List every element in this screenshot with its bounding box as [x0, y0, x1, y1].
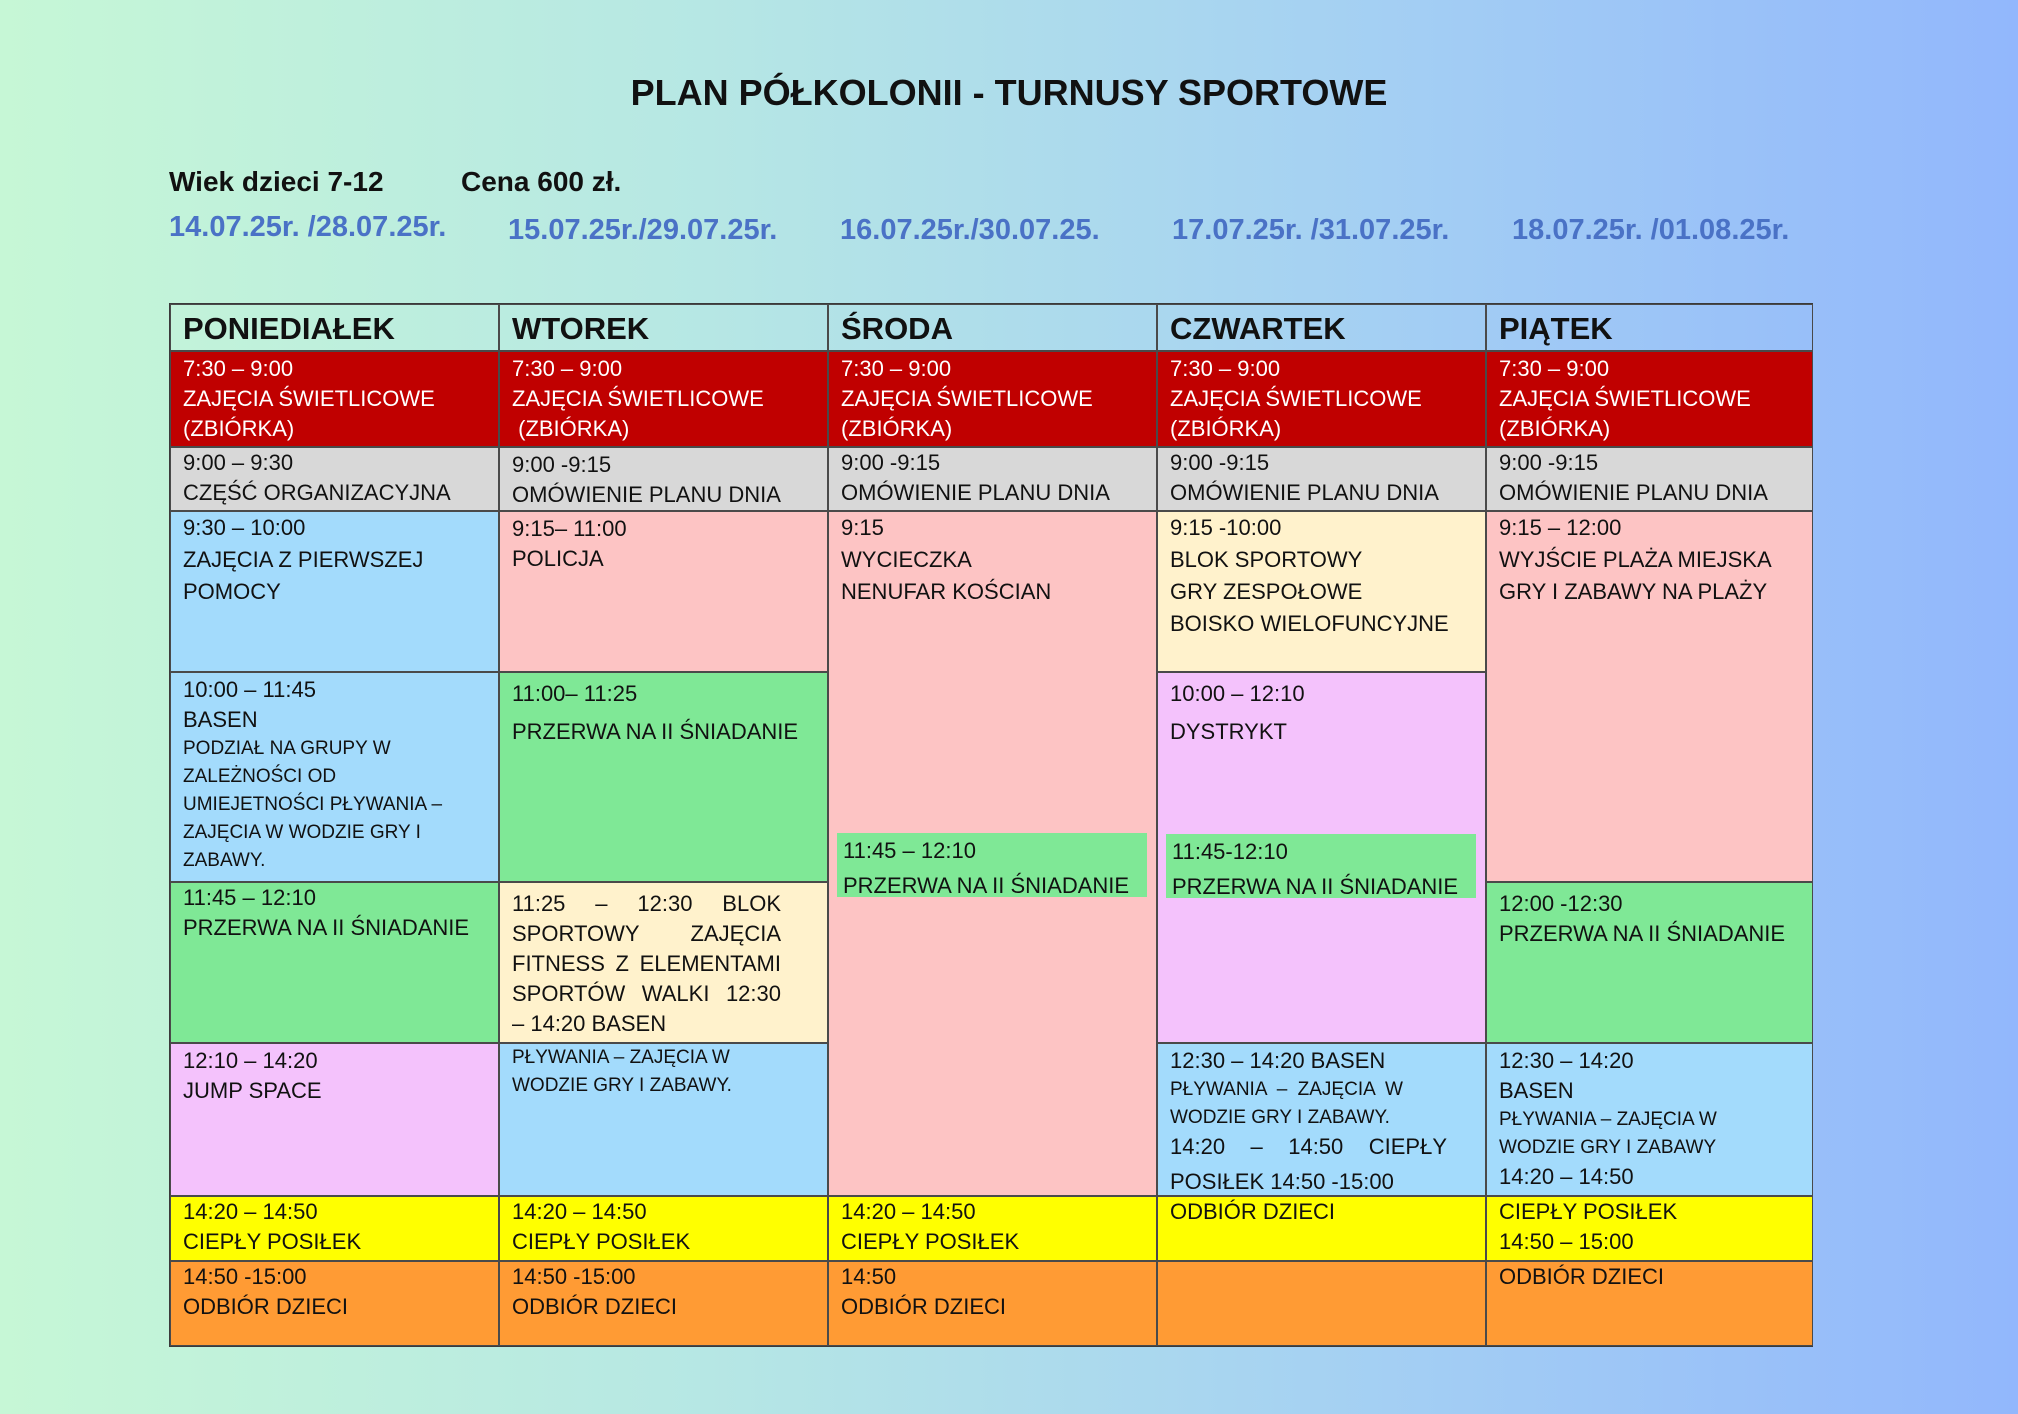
- date-thursday: 17.07.25r. /31.07.25r.: [1172, 214, 1450, 246]
- thu-block-breakfast: [1166, 834, 1476, 898]
- mon-b5-title: PRZERWA NA II ŚNIADANIE: [183, 915, 470, 940]
- mon-b3-title: ZAJĘCIA Z PIERWSZEJ: [183, 547, 424, 572]
- date-monday: 14.07.25r. /28.07.25r.: [169, 211, 447, 243]
- fri-b3-title: WYJŚCIE PLAŻA MIEJSKA: [1499, 547, 1772, 572]
- fri-b2-title: OMÓWIENIE PLANU DNIA: [1499, 480, 1768, 505]
- tue-b5-line-3: FITNESS Z ELEMENTAMI: [512, 951, 781, 976]
- wed-block-lunch: [828, 1196, 1157, 1261]
- mon-b3-title2: POMOCY: [183, 579, 281, 604]
- thu-block-gathering: [1157, 351, 1486, 447]
- tue-b4-time: 11:00– 11:25: [512, 681, 638, 706]
- fri-b3-games: GRY I ZABAWY NA PLAŻY: [1499, 579, 1768, 604]
- thu-b3-time: 9:15 -10:00: [1170, 515, 1282, 540]
- tue-b5-line-4: SPORTÓW WALKI 12:30: [512, 981, 781, 1006]
- mon-block-lunch: [170, 1196, 499, 1261]
- fri-b2-time: 9:00 -9:15: [1499, 450, 1599, 475]
- thu-b5-title: 12:30 – 14:20 BASEN: [1170, 1048, 1386, 1073]
- mon-b4-desc-2: ZALEŻNOŚCI OD: [183, 766, 337, 787]
- wed-block-pickup: [828, 1261, 1157, 1346]
- mon-b8-title: ODBIÓR DZIECI: [183, 1294, 349, 1319]
- wed-b3-title: WYCIECZKA: [841, 547, 972, 572]
- wed-break-title: PRZERWA NA II ŚNIADANIE: [843, 873, 1130, 898]
- tue-block-police: [499, 511, 828, 672]
- thu-b5-desc-2: WODZIE GRY I ZABAWY.: [1170, 1107, 1390, 1128]
- fri-b4-title: PRZERWA NA II ŚNIADANIE: [1499, 921, 1786, 946]
- wed-b3-time: 9:15: [841, 515, 884, 540]
- fri-b3-time: 9:15 – 12:00: [1499, 515, 1622, 540]
- fri-b5-title: BASEN: [1499, 1078, 1574, 1103]
- fri-b4-time: 12:00 -12:30: [1499, 891, 1623, 916]
- tue-block-breakfast: [499, 672, 828, 882]
- tue-b8-title: ODBIÓR DZIECI: [512, 1294, 678, 1319]
- fri-b5-desc-2: WODZIE GRY I ZABAWY: [1499, 1137, 1717, 1158]
- wed-b8-time: 14:50: [841, 1264, 897, 1289]
- fri-block-gathering: [1486, 351, 1813, 447]
- mon-block-first-aid: [170, 511, 499, 672]
- mon-b2-time: 9:00 – 9:30: [183, 450, 294, 475]
- tue-b7-title: CIEPŁY POSIŁEK: [512, 1229, 691, 1254]
- thu-block-plan: [1157, 447, 1486, 511]
- tue-b8-time: 14:50 -15:00: [512, 1264, 636, 1289]
- thu-b3-title: BLOK SPORTOWY: [1170, 547, 1363, 572]
- mon-b1-title: ZAJĘCIA ŚWIETLICOWE: [183, 386, 435, 411]
- wed-break-time: 11:45 – 12:10: [843, 838, 976, 863]
- wed-b1-note: (ZBIÓRKA): [841, 416, 953, 441]
- wed-b2-title: OMÓWIENIE PLANU DNIA: [841, 480, 1110, 505]
- wed-b3-place: NENUFAR KOŚCIAN: [841, 579, 1052, 604]
- wed-block-breakfast: [837, 833, 1147, 897]
- fri-b1-title: ZAJĘCIA ŚWIETLICOWE: [1499, 386, 1751, 411]
- mon-block-organization: [170, 447, 499, 511]
- thu-b4-title: DYSTRYKT: [1170, 719, 1287, 744]
- wed-b7-time: 14:20 – 14:50: [841, 1199, 976, 1224]
- fri-block-plan: [1486, 447, 1813, 511]
- thu-b2-time: 9:00 -9:15: [1170, 450, 1270, 475]
- mon-block-gathering: [170, 351, 499, 447]
- tue-b5-line-5: – 14:20 BASEN: [512, 1011, 667, 1036]
- wed-b7-title: CIEPŁY POSIŁEK: [841, 1229, 1020, 1254]
- thu-break-time: 11:45-12:10: [1172, 839, 1288, 864]
- day-header-tuesday: WTOREK: [499, 304, 828, 351]
- fri-b5-time: 12:30 – 14:20: [1499, 1048, 1634, 1073]
- thu-b1-time: 7:30 – 9:00: [1170, 356, 1281, 381]
- mon-b5-time: 11:45 – 12:10: [183, 885, 316, 910]
- wed-b8-title: ODBIÓR DZIECI: [841, 1294, 1007, 1319]
- tue-b5-line-1: 11:25 – 12:30 BLOK: [512, 891, 781, 916]
- thu-b5-desc-1: PŁYWANIA – ZAJĘCIA W: [1170, 1079, 1403, 1100]
- thu-b5-pickup-time: POSIŁEK 14:50 -15:00: [1170, 1169, 1394, 1194]
- mon-b6-time: 12:10 – 14:20: [183, 1048, 318, 1073]
- thu-b1-title: ZAJĘCIA ŚWIETLICOWE: [1170, 386, 1422, 411]
- thu-b3-place: BOISKO WIELOFUNCYJNE: [1170, 611, 1449, 636]
- tue-b2-title: OMÓWIENIE PLANU DNIA: [512, 482, 781, 507]
- schedule-table: [169, 303, 1813, 1347]
- day-header-wednesday: ŚRODA: [828, 304, 1157, 351]
- fri-b5-pickup-time: 14:50 – 15:00: [1499, 1229, 1634, 1254]
- tue-b4-title: PRZERWA NA II ŚNIADANIE: [512, 719, 799, 744]
- tue-block-pickup: [499, 1261, 828, 1346]
- tue-block-pool: [499, 1043, 828, 1196]
- tue-b7-time: 14:20 – 14:50: [512, 1199, 647, 1224]
- date-tuesday: 15.07.25r./29.07.25r.: [508, 214, 778, 246]
- mon-b4-desc-5: ZABAWY.: [183, 850, 266, 871]
- fri-block-beach: [1486, 511, 1813, 882]
- date-wednesday: 16.07.25r./30.07.25.: [840, 214, 1100, 246]
- mon-block-pickup: [170, 1261, 499, 1346]
- fri-block-pickup: [1486, 1261, 1813, 1346]
- fri-block-lunch: [1486, 1196, 1813, 1261]
- tue-b6-desc-1: PŁYWANIA – ZAJĘCIA W: [512, 1047, 730, 1068]
- mon-b4-title: BASEN: [183, 707, 258, 732]
- fri-b1-time: 7:30 – 9:00: [1499, 356, 1610, 381]
- mon-b7-title: CIEPŁY POSIŁEK: [183, 1229, 362, 1254]
- mon-b7-time: 14:20 – 14:50: [183, 1199, 318, 1224]
- fri-b1-note: (ZBIÓRKA): [1499, 416, 1611, 441]
- fri-b5-desc-1: PŁYWANIA – ZAJĘCIA W: [1499, 1109, 1717, 1130]
- wed-b1-title: ZAJĘCIA ŚWIETLICOWE: [841, 386, 1093, 411]
- thu-b4-time: 10:00 – 12:10: [1170, 681, 1305, 706]
- mon-b4-time: 10:00 – 11:45: [183, 677, 316, 702]
- tue-b1-title: ZAJĘCIA ŚWIETLICOWE: [512, 386, 764, 411]
- tue-b1-time: 7:30 – 9:00: [512, 356, 623, 381]
- day-header-monday: PONIEDIAŁEK: [170, 304, 499, 351]
- tue-block-plan: [499, 447, 828, 511]
- tue-block-fitness: [499, 882, 828, 1043]
- thu-b2-title: OMÓWIENIE PLANU DNIA: [1170, 480, 1439, 505]
- thu-b5-lunch: 14:20 – 14:50 CIEPŁY: [1170, 1134, 1447, 1159]
- age-info: Wiek dzieci 7-12: [169, 166, 384, 197]
- fri-b5-pickup: ODBIÓR DZIECI: [1499, 1264, 1665, 1289]
- thu-b1-note: (ZBIÓRKA): [1170, 416, 1282, 441]
- day-header-thursday: CZWARTEK: [1157, 304, 1486, 351]
- wed-block-plan: [828, 447, 1157, 511]
- thu-b5-pickup: ODBIÓR DZIECI: [1170, 1199, 1336, 1224]
- mon-b4-desc-3: UMIEJETNOŚCI PŁYWANIA –: [183, 794, 443, 815]
- mon-b4-desc-1: PODZIAŁ NA GRUPY W: [183, 738, 391, 759]
- day-header-friday: PIĄTEK: [1486, 304, 1813, 351]
- tue-b5-line-2: SPORTOWY ZAJĘCIA: [512, 921, 781, 946]
- price-info: Cena 600 zł.: [461, 166, 622, 197]
- tue-b2-time: 9:00 -9:15: [512, 452, 612, 477]
- mon-b3-time: 9:30 – 10:00: [183, 515, 306, 540]
- mon-b1-time: 7:30 – 9:00: [183, 356, 294, 381]
- thu-break-title: PRZERWA NA II ŚNIADANIE: [1172, 874, 1459, 899]
- thu-b3-games: GRY ZESPOŁOWE: [1170, 579, 1363, 604]
- tue-b3-time: 9:15– 11:00: [512, 516, 627, 541]
- fri-b5-lunch-time: 14:20 – 14:50: [1499, 1164, 1634, 1189]
- mon-b6-title: JUMP SPACE: [183, 1078, 322, 1103]
- fri-block-breakfast: [1486, 882, 1813, 1043]
- tue-block-gathering: [499, 351, 828, 447]
- thu-block-sports: [1157, 511, 1486, 672]
- mon-b1-note: (ZBIÓRKA): [183, 416, 295, 441]
- tue-b1-note: (ZBIÓRKA): [512, 416, 630, 441]
- mon-block-breakfast: [170, 882, 499, 1043]
- wed-b2-time: 9:00 -9:15: [841, 450, 941, 475]
- thu-block-lunch: [1157, 1169, 1486, 1261]
- tue-block-lunch: [499, 1196, 828, 1261]
- tue-b6-desc-2: WODZIE GRY I ZABAWY.: [512, 1075, 732, 1096]
- fri-b5-lunch-title: CIEPŁY POSIŁEK: [1499, 1199, 1678, 1224]
- mon-block-jump-space: [170, 1043, 499, 1196]
- mon-b8-time: 14:50 -15:00: [183, 1264, 307, 1289]
- page-title: PLAN PÓŁKOLONII - TURNUSY SPORTOWE: [630, 72, 1388, 113]
- wed-block-gathering: [828, 351, 1157, 447]
- mon-block-pool: [170, 672, 499, 882]
- mon-b2-title: CZĘŚĆ ORGANIZACYJNA: [183, 480, 451, 505]
- wed-b1-time: 7:30 – 9:00: [841, 356, 952, 381]
- fri-block-pool: [1486, 1043, 1813, 1196]
- date-friday: 18.07.25r. /01.08.25r.: [1512, 214, 1790, 246]
- thu-block-pickup: [1157, 1261, 1486, 1346]
- mon-b4-desc-4: ZAJĘCIA W WODZIE GRY I: [183, 822, 421, 843]
- tue-b3-title: POLICJA: [512, 546, 604, 571]
